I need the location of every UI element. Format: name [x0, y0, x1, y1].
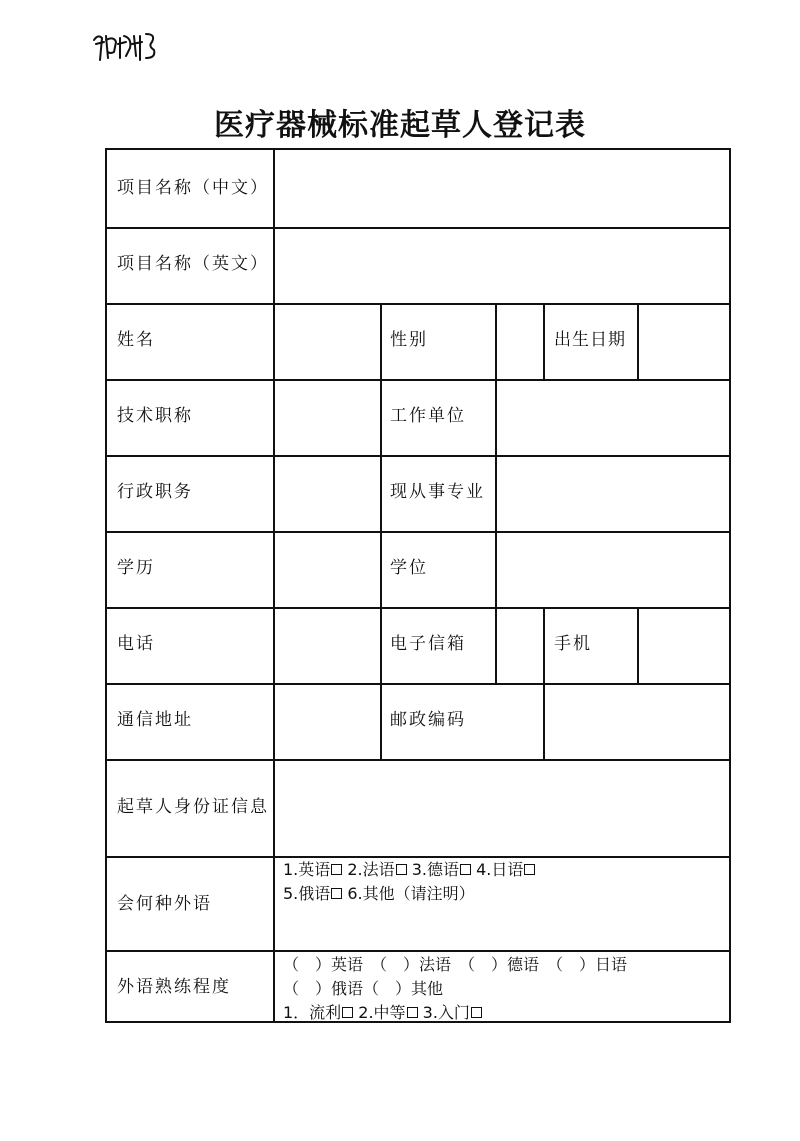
level-fluent-option: 1．流利	[283, 1003, 342, 1022]
label-id-info: 起草人身份证信息	[117, 797, 269, 817]
label-address: 通信地址	[117, 710, 193, 730]
label-project-name-cn: 项目名称（中文）	[117, 178, 269, 198]
label-project-name-en: 项目名称（英文）	[117, 254, 269, 274]
column-divider	[380, 303, 382, 761]
degree-field[interactable]	[497, 533, 731, 607]
form-title: 医疗器械标准起草人登记表	[214, 108, 586, 143]
row-divider	[107, 607, 729, 609]
project-name-en-field[interactable]	[275, 229, 731, 303]
phone-field[interactable]	[275, 609, 380, 683]
level-medium-checkbox[interactable]	[407, 1007, 418, 1018]
proficiency-language-line-2: （ ）俄语（ ）其他	[283, 979, 444, 998]
lang-russian-checkbox[interactable]	[331, 888, 342, 899]
language-options	[283, 858, 535, 906]
row-divider	[107, 303, 729, 305]
name-field[interactable]	[275, 305, 380, 379]
label-gender: 性别	[390, 330, 428, 350]
proficiency-language-line: （ ）英语 （ ）法语 （ ）德语 （ ）日语	[283, 955, 628, 974]
level-fluent-checkbox[interactable]	[342, 1007, 353, 1018]
work-unit-field[interactable]	[497, 381, 731, 455]
lang-german-checkbox[interactable]	[460, 864, 471, 875]
label-admin-post: 行政职务	[117, 482, 193, 502]
label-degree: 学位	[390, 558, 428, 578]
label-name: 姓名	[117, 330, 155, 350]
row-divider	[107, 950, 729, 952]
label-birth-date: 出生日期	[554, 330, 626, 350]
label-postcode: 邮政编码	[390, 710, 466, 730]
lang-german-option: 3.德语	[411, 860, 460, 879]
mobile-field[interactable]	[639, 609, 731, 683]
label-education: 学历	[117, 558, 155, 578]
education-field[interactable]	[275, 533, 380, 607]
lang-english-checkbox[interactable]	[331, 864, 342, 875]
lang-russian-option: 5.俄语	[283, 884, 331, 903]
label-languages: 会何种外语	[117, 894, 212, 914]
label-major: 现从事专业	[390, 482, 485, 502]
handwritten-annotation	[90, 26, 170, 66]
label-proficiency: 外语熟练程度	[117, 977, 231, 997]
email-field[interactable]	[497, 609, 543, 683]
lang-french-option: 2.法语	[347, 860, 395, 879]
column-divider	[543, 607, 545, 683]
level-basic-checkbox[interactable]	[471, 1007, 482, 1018]
project-name-cn-field[interactable]	[275, 150, 731, 227]
lang-japanese-option: 4.日语	[476, 860, 524, 879]
column-divider	[543, 303, 545, 379]
label-email: 电子信箱	[390, 634, 466, 654]
level-basic-option: 3.入门	[422, 1003, 470, 1022]
id-info-field[interactable]	[275, 761, 731, 856]
birth-date-field[interactable]	[639, 305, 731, 379]
lang-english-option: 1.英语	[283, 860, 331, 879]
level-medium-option: 2.中等	[358, 1003, 406, 1022]
admin-post-field[interactable]	[275, 457, 380, 531]
proficiency-options	[283, 953, 627, 1025]
registration-form-table	[105, 148, 731, 1023]
lang-other-option: 6.其他（请注明）	[347, 884, 475, 903]
major-field[interactable]	[497, 457, 731, 531]
label-tech-title: 技术职称	[117, 406, 193, 426]
lang-japanese-checkbox[interactable]	[524, 864, 535, 875]
tech-title-field[interactable]	[275, 381, 380, 455]
lang-french-checkbox[interactable]	[396, 864, 407, 875]
label-mobile: 手机	[554, 634, 592, 654]
label-phone: 电话	[117, 634, 155, 654]
address-field[interactable]	[275, 685, 380, 759]
gender-field[interactable]	[497, 305, 543, 379]
label-work-unit: 工作单位	[390, 406, 466, 426]
postcode-field[interactable]	[545, 685, 731, 759]
